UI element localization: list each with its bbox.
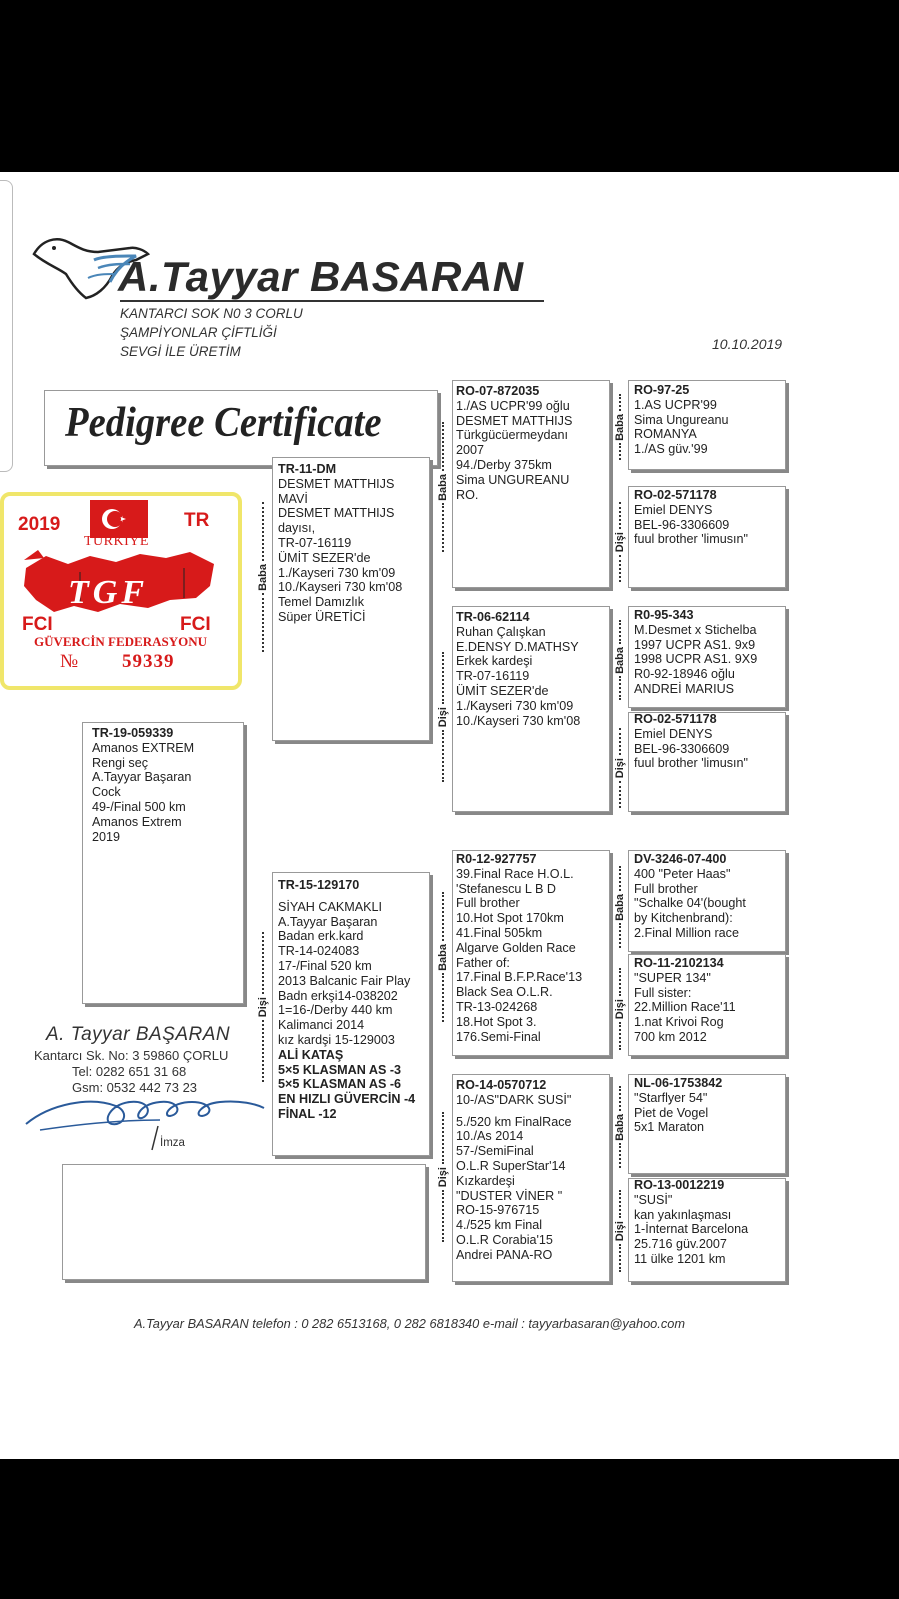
dam-line: kız kardşi 15-129003 (278, 1032, 395, 1047)
disi-label: Dişi (437, 706, 449, 728)
ggp-line: 5x1 Maraton (634, 1120, 705, 1135)
gp-line: Father of: (456, 955, 510, 970)
pedigree-document (0, 172, 899, 1459)
ggp-line: BEL-96-3306609 (634, 517, 730, 532)
ggp-line: Emiel DENYS (634, 502, 713, 517)
gp-line: Kızkardeşi (456, 1173, 515, 1188)
notes-box (62, 1164, 426, 1280)
gp-line: Türkgücüermeydanı (456, 428, 568, 443)
gp-line: 10./As 2014 (456, 1129, 524, 1144)
gp-line: RO-15-976715 (456, 1203, 540, 1218)
dam-details (278, 878, 415, 1122)
gp-line: 1./AS UCPR'99 oğlu (456, 398, 570, 413)
disi-label: Dişi (437, 1166, 449, 1188)
sire-line: MAVİ (278, 491, 308, 506)
gp-ss-label (435, 422, 451, 552)
sire-line: 10./Kayseri 730 km'08 (278, 580, 403, 595)
ggp-ring-id: RO-13-0012219 (634, 1178, 725, 1192)
ggp-details-2 (634, 488, 748, 547)
gp-line: TR-07-16119 (456, 669, 530, 684)
ggp-line: "Schalke 04'(bought (634, 896, 746, 911)
gp-line: E.DENSY D.MATHSY (456, 639, 579, 654)
turkish-flag-icon (90, 500, 148, 538)
dam-line: 5×5 KLASMAN AS -6 (278, 1077, 402, 1092)
baba-label: Baba (614, 1113, 626, 1141)
gp-ring-id: TR-06-62114 (456, 610, 530, 624)
dam-label (255, 932, 271, 1082)
granddam-paternal-details (456, 610, 580, 728)
bottom-black-bar (0, 1459, 899, 1599)
baba-label: Baba (257, 563, 269, 591)
ggp-details-6 (634, 956, 736, 1045)
ggp-details-7 (634, 1076, 722, 1135)
disi-label: Dişi (614, 998, 626, 1020)
title-box (44, 390, 438, 466)
badge-country-code: TR (184, 510, 210, 531)
signature-gsm: Gsm: 0532 442 73 23 (72, 1080, 198, 1095)
gp-line: Black Sea O.L.R. (456, 985, 553, 1000)
ggp-ring-id: RO-02-571178 (634, 712, 717, 726)
gp-line: 94./Derby 375km (456, 457, 552, 472)
grandsire-maternal-details (456, 852, 582, 1044)
gp-line: Andrei PANA-RO (456, 1247, 553, 1262)
page-edge-tab (0, 180, 13, 472)
page-title: Pedigree Certificate (65, 400, 382, 446)
ggp-line: 1.nat Krivoi Rog (634, 1015, 724, 1030)
bird-line: A.Tayyar Başaran (92, 770, 192, 785)
granddam-maternal-details (456, 1078, 572, 1263)
gp-line: 4./525 km Final (456, 1218, 543, 1233)
sire-label (255, 502, 271, 652)
badge-fci-right: FCI (180, 614, 211, 635)
badge-federation: GÜVERCİN FEDERASYONU (34, 634, 207, 649)
gp-sd-label (435, 652, 451, 782)
disi-label: Dişi (257, 996, 269, 1018)
gp-line: Full brother (456, 896, 520, 911)
ggp-2-label (612, 502, 628, 582)
baba-label: Baba (437, 943, 449, 971)
address-line-2: ŞAMPİYONLAR ÇİFTLİĞİ (120, 325, 277, 340)
badge-country: TÜRKİYE (84, 534, 149, 549)
sire-line: 1./Kayseri 730 km'09 (278, 565, 396, 580)
top-black-bar (0, 0, 899, 172)
ggp-line: 400 "Peter Haas" (634, 866, 731, 881)
bird-details (92, 726, 194, 844)
badge-tgf-code: TGF (68, 574, 148, 611)
disi-label: Dişi (614, 1220, 626, 1242)
ggp-line: fuul brother 'limusın" (634, 756, 748, 771)
baba-label: Baba (614, 646, 626, 674)
ggp-8-label (612, 1190, 628, 1272)
ggp-7-label (612, 1086, 628, 1168)
sire-ring-id: TR-11-DM (278, 462, 337, 476)
ggp-details-5 (634, 852, 746, 941)
address-line-3: SEVGİ İLE ÜRETİM (120, 344, 241, 359)
ggp-line: R0-92-18946 oğlu (634, 667, 735, 682)
ggp-line: "SUPER 134" (634, 970, 711, 985)
gp-line: Algarve Golden Race (456, 940, 576, 955)
ggp-line: 22.Million Race'11 (634, 1000, 736, 1015)
badge-year: 2019 (18, 514, 61, 535)
ggp-line: 1.AS UCPR'99 (634, 397, 717, 412)
baba-label: Baba (614, 413, 626, 441)
sire-line: Temel Damızlık (278, 595, 365, 610)
gp-line: 10.Hot Spot 170km (456, 911, 564, 926)
bird-line: 2019 (92, 829, 121, 844)
gp-ring-id: RO-07-872035 (456, 384, 540, 398)
ggp-line: 25.716 güv.2007 (634, 1237, 727, 1252)
dam-line: 17-/Final 520 km (278, 958, 372, 973)
ggp-line: 11 ülke 1201 km (634, 1251, 726, 1266)
gp-line: 1./Kayseri 730 km'09 (456, 698, 574, 713)
dam-line: A.Tayyar Başaran (278, 914, 378, 929)
dam-line: Badn erkşi14-038202 (278, 988, 398, 1003)
ggp-line: Full brother (634, 881, 698, 896)
dam-line: 5×5 KLASMAN AS -3 (278, 1062, 402, 1077)
gp-line: 'Stefanescu L B D (456, 881, 556, 896)
ggp-line: Sima Ungureanu (634, 412, 729, 427)
ggp-line: "SUSİ" (634, 1192, 673, 1207)
dam-line: FİNAL -12 (278, 1106, 337, 1121)
disi-label: Dişi (614, 757, 626, 779)
dam-line: 1=16-/Derby 440 km (278, 1003, 393, 1018)
ggp-line: 2.Final Million race (634, 925, 739, 940)
gp-line: Sima UNGUREANU (456, 472, 570, 487)
tgf-ring-badge (0, 492, 242, 690)
gp-line: DESMET MATTHIJS (456, 413, 573, 428)
sire-line: ÜMİT SEZER'de (278, 550, 371, 565)
dam-line: 2013 Balcanic Fair Play (278, 973, 411, 988)
ggp-details-3 (634, 608, 757, 697)
gp-line: 39.Final Race H.O.L. (456, 866, 574, 881)
ggp-line: 1-İnternat Barcelona (634, 1222, 749, 1237)
gp-line: 10./Kayseri 730 km'08 (456, 713, 581, 728)
gp-ds-label (435, 892, 451, 1022)
sire-line: DESMET MATTHIJS (278, 506, 395, 521)
gp-line: Erkek kardeşi (456, 654, 533, 669)
grandsire-paternal-details (456, 384, 572, 502)
bird-ring-id: TR-19-059339 (92, 726, 174, 740)
ggp-line: 700 km 2012 (634, 1029, 707, 1044)
dam-line: EN HIZLI GÜVERCİN -4 (278, 1092, 416, 1107)
bird-line: Amanos EXTREM (92, 740, 195, 755)
ggp-line: fuul brother 'limusın" (634, 532, 748, 547)
disi-label: Dişi (614, 531, 626, 553)
ggp-line: 1998 UCPR AS1. 9X9 (634, 652, 758, 667)
dam-line: Kalimanci 2014 (278, 1018, 365, 1033)
ggp-details-8 (634, 1178, 748, 1267)
gp-line: 57-/SemiFinal (456, 1144, 534, 1159)
ggp-line: "Starflyer 54" (634, 1090, 708, 1105)
ggp-4-label (612, 728, 628, 808)
gp-line: 176.Semi-Final (456, 1029, 541, 1044)
bird-line: Amanos Extrem (92, 814, 182, 829)
brand-name: A.Tayyar BASARAN (118, 253, 524, 300)
sire-line: dayısı, (278, 521, 316, 536)
address-line-1: KANTARCI SOK N0 3 CORLU (120, 306, 303, 321)
ggp-1-label (612, 394, 628, 460)
badge-fci-left: FCI (22, 614, 53, 635)
gp-line: 18.Hot Spot 3. (456, 1014, 537, 1029)
gp-line: TR-13-024268 (456, 999, 538, 1014)
ggp-line: 1./AS güv.'99 (634, 442, 708, 457)
sire-line: TR-07-16119 (278, 535, 352, 550)
ggp-6-label (612, 968, 628, 1050)
dam-ring-id: TR-15-129170 (278, 878, 360, 892)
gp-ring-id: RO-14-0570712 (456, 1078, 547, 1092)
gp-ring-id: R0-12-927757 (456, 852, 537, 866)
ggp-details-1 (634, 383, 729, 457)
ggp-ring-id: R0-95-343 (634, 608, 694, 622)
gp-line: O.L.R Corabia'15 (456, 1232, 553, 1247)
ggp-line: Full sister: (634, 985, 692, 1000)
badge-number: 59339 (122, 651, 175, 672)
signature-tel: Tel: 0282 651 31 68 (72, 1064, 187, 1079)
sire-details (278, 462, 402, 625)
handwritten-signature-icon (20, 1074, 270, 1154)
ggp-line: M.Desmet x Stichelba (634, 622, 757, 637)
ggp-ring-id: RO-97-25 (634, 383, 690, 397)
gp-line: O.L.R SuperStar'14 (456, 1158, 566, 1173)
signature-label: İmza (160, 1137, 185, 1149)
gp-line: ÜMİT SEZER'de (456, 683, 549, 698)
badge-number-label: № (60, 651, 79, 672)
brand-underline (120, 300, 544, 302)
ggp-ring-id: DV-3246-07-400 (634, 852, 727, 866)
dam-line: SİYAH CAKMAKLI (278, 899, 383, 914)
ggp-line: ANDREİ MARIUS (634, 681, 735, 696)
gp-line: 41.Final 505km (456, 925, 543, 940)
ggp-line: BEL-96-3306609 (634, 741, 730, 756)
ggp-3-label (612, 620, 628, 700)
gp-line: Ruhan Çalışkan (456, 624, 546, 639)
signature-address: Kantarcı Sk. No: 3 59860 ÇORLU (34, 1048, 229, 1063)
ggp-line: by Kitchenbrand): (634, 911, 733, 926)
ggp-details-4 (634, 712, 748, 771)
ggp-line: Piet de Vogel (634, 1105, 709, 1120)
sire-line: Süper ÜRETİCİ (278, 609, 366, 624)
baba-label: Baba (614, 893, 626, 921)
ggp-ring-id: NL-06-1753842 (634, 1076, 723, 1090)
gp-line: 17.Final B.F.P.Race'13 (456, 970, 583, 985)
ggp-ring-id: RO-11-2102134 (634, 956, 724, 970)
ggp-ring-id: RO-02-571178 (634, 488, 717, 502)
sire-line: DESMET MATTHIJS (278, 476, 395, 491)
ggp-line: ROMANYA (634, 427, 697, 442)
ggp-line: Emiel DENYS (634, 726, 713, 741)
dam-line: ALİ KATAŞ (278, 1047, 344, 1062)
bird-line: 49-/Final 500 km (92, 799, 186, 814)
ggp-line: 1997 UCPR AS1. 9x9 (634, 637, 756, 652)
gp-line: RO. (456, 487, 479, 502)
signature-stamp-name: A. Tayyar BAŞARAN (46, 1024, 231, 1045)
gp-line: 10-/AS"DARK SUSİ" (456, 1092, 572, 1107)
contact-footer: A.Tayyar BASARAN telefon : 0 282 6513168, 0 282 6818340 e-mail : tayyarbasaran@yahoo.com (134, 1316, 686, 1331)
ggp-line: kan yakınlaşması (634, 1207, 732, 1222)
certificate-date: 10.10.2019 (712, 336, 783, 352)
gp-dd-label (435, 1112, 451, 1242)
gp-line: 5./520 km FinalRace (456, 1114, 572, 1129)
gp-line: 2007 (456, 443, 485, 458)
bird-line: Rengi seç (92, 755, 149, 770)
dam-line: TR-14-024083 (278, 944, 360, 959)
dam-line: Badan erk.kard (278, 929, 364, 944)
bird-line: Cock (92, 785, 121, 800)
baba-label: Baba (437, 473, 449, 501)
gp-line: "DUSTER VİNER " (456, 1188, 563, 1203)
ggp-5-label (612, 866, 628, 948)
